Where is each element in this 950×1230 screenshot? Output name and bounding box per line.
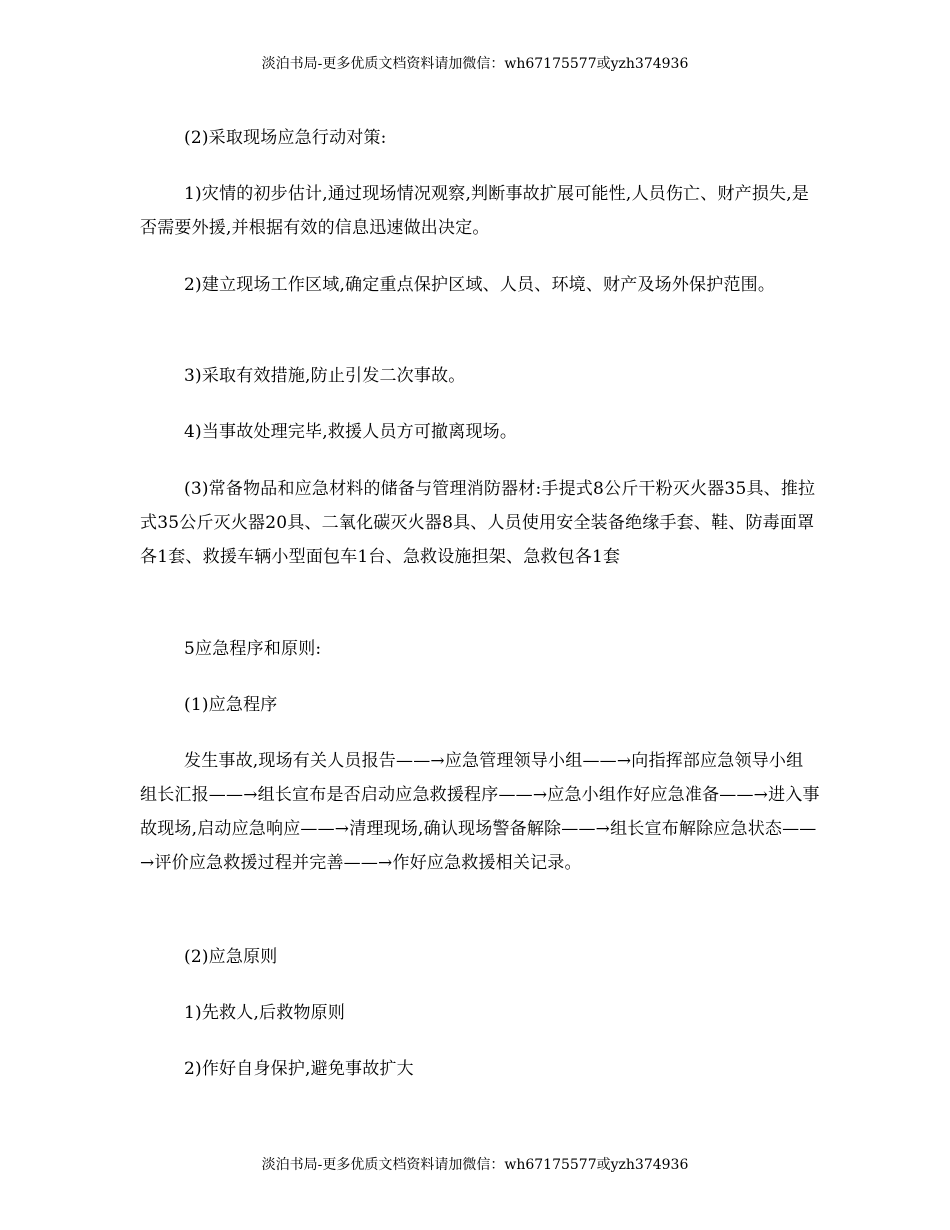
paragraph-8: (1)应急程序 [184, 695, 278, 715]
paragraph-12: 2)作好自身保护,避免事故扩大 [184, 1059, 414, 1079]
paragraph-11: 1)先救人,后救物原则 [184, 1003, 346, 1023]
paragraph-3: 2)建立现场工作区域,确定重点保护区域、人员、环境、财产及场外保护范围。 [184, 275, 776, 295]
paragraph-7: 5应急程序和原则: [184, 639, 322, 659]
page-header: 淡泊书局-更多优质文档资料请加微信：wh67175577或yzh374936 [261, 56, 689, 72]
paragraph-1: (2)采取现场应急行动对策: [184, 128, 387, 148]
paragraph-9: 发生事故,现场有关人员报告——→应急管理领导小组——→向指挥部应急领导小组组长汇报——→组长宣布是否启动应急救援程序——→应急小组作好应急准备——→进入事故现场,启动应急响应——→清理现场,确认现场警备解除——→组长宣布解除应急状态——→评价应急救援过程并完善——→作好应急救援相关记录。 [140, 751, 820, 873]
paragraph-10: (2)应急原则 [184, 947, 278, 967]
paragraph-6: (3)常备物品和应急材料的储备与管理消防器材:手提式8公斤干粉灭火器35具、推拉式35公斤灭火器20具、二氧化碳灭火器8具、人员使用安全装备绝缘手套、鞋、防毒面罩各1套、救援车辆小型面包车1台、急救设施担架、急救包各1套 [140, 479, 816, 567]
paragraph-2: 1)灾情的初步估计,通过现场情况观察,判断事故扩展可能性,人员伤亡、财产损失,是否需要外援,并根据有效的信息迅速做出决定。 [140, 184, 810, 238]
paragraph-4: 3)采取有效措施,防止引发二次事故。 [184, 366, 466, 386]
paragraph-5: 4)当事故处理完毕,救援人员方可撤离现场。 [184, 422, 518, 442]
page-footer: 淡泊书局-更多优质文档资料请加微信：wh67175577或yzh374936 [261, 1157, 689, 1173]
